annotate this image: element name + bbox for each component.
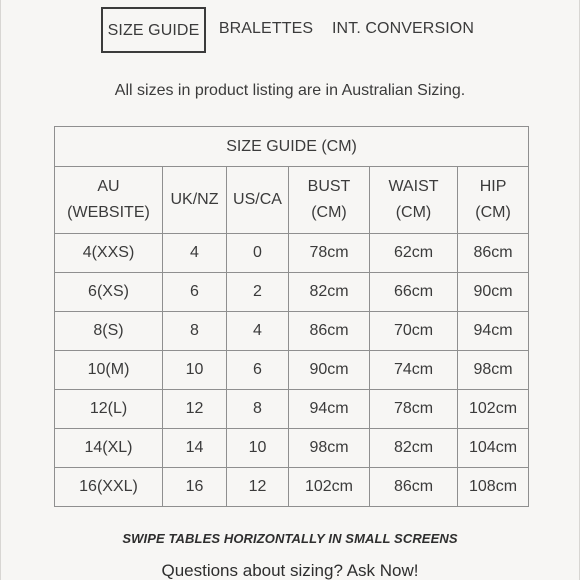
swipe-note: SWIPE TABLES HORIZONTALLY IN SMALL SCREENS [122, 531, 458, 546]
table-cell: 4(XXS) [55, 234, 163, 273]
table-row [55, 429, 529, 468]
table-cell: 108cm [458, 468, 529, 507]
table-cell: 98cm [289, 429, 370, 468]
table-cell: 86cm [458, 234, 529, 273]
table-cell: 12 [227, 468, 289, 507]
column-header-line: (CM) [475, 204, 511, 221]
column-header-line: (CM) [311, 204, 347, 221]
table-row [55, 273, 529, 312]
table-cell: 74cm [370, 351, 458, 390]
column-header [289, 167, 370, 234]
table-cell: 4 [227, 312, 289, 351]
tab-int-conversion[interactable]: INT. CONVERSION [332, 20, 474, 37]
table-cell: 10 [227, 429, 289, 468]
table-cell: 70cm [370, 312, 458, 351]
table-cell: 2 [227, 273, 289, 312]
table-cell: 98cm [458, 351, 529, 390]
table-cell: 12 [163, 390, 227, 429]
table-cell: 14(XL) [55, 429, 163, 468]
table-cell: 0 [227, 234, 289, 273]
table-cell: 14 [163, 429, 227, 468]
ask-now-link[interactable]: Ask Now! [346, 561, 419, 580]
table-cell: 102cm [289, 468, 370, 507]
table-cell: 10(M) [55, 351, 163, 390]
table-cell: 102cm [458, 390, 529, 429]
sizing-note: All sizes in product listing are in Australian Sizing. [114, 82, 466, 99]
column-header-line: BUST [307, 178, 351, 195]
table-cell: 78cm [370, 390, 458, 429]
tab-size-guide[interactable]: SIZE GUIDE [101, 7, 206, 53]
table-row [55, 468, 529, 507]
table-cell: 8 [227, 390, 289, 429]
column-header [227, 167, 289, 234]
table-cell: 90cm [458, 273, 529, 312]
table-cell: 8(S) [55, 312, 163, 351]
question-text: Questions about sizing? [161, 561, 343, 580]
table-cell: 6 [163, 273, 227, 312]
table-cell: 90cm [289, 351, 370, 390]
table-row [55, 312, 529, 351]
table-cell: 94cm [458, 312, 529, 351]
column-header-line: WAIST [388, 178, 439, 195]
table-body [55, 234, 529, 507]
column-header [55, 167, 163, 234]
table-cell: 104cm [458, 429, 529, 468]
table-cell: 12(L) [55, 390, 163, 429]
table-cell: 62cm [370, 234, 458, 273]
table-cell: 10 [163, 351, 227, 390]
table-cell: 4 [163, 234, 227, 273]
column-header-line: (WEBSITE) [67, 204, 150, 221]
tab-bralettes[interactable]: BRALETTES [218, 20, 314, 37]
table-cell: 8 [163, 312, 227, 351]
column-header [163, 167, 227, 234]
table-cell: 78cm [289, 234, 370, 273]
table-cell: 86cm [370, 468, 458, 507]
sizing-question [1, 561, 579, 580]
table-row [55, 351, 529, 390]
column-header-line: AU [97, 178, 120, 195]
size-guide-tabs [1, 7, 579, 53]
table-cell: 82cm [289, 273, 370, 312]
table-header-row [55, 167, 529, 234]
table-row [55, 234, 529, 273]
table-cell: 66cm [370, 273, 458, 312]
table-title: SIZE GUIDE (CM) [55, 127, 529, 167]
table-row [55, 390, 529, 429]
table-title-row [55, 127, 529, 167]
table-cell: 16 [163, 468, 227, 507]
column-header-line: (CM) [395, 204, 432, 221]
column-header [458, 167, 529, 234]
column-header-line: UK/NZ [170, 191, 219, 208]
table-cell: 6 [227, 351, 289, 390]
column-header-line: HIP [479, 178, 507, 195]
column-header-line: US/CA [233, 191, 282, 208]
table-cell: 82cm [370, 429, 458, 468]
column-header [370, 167, 458, 234]
table-cell: 6(XS) [55, 273, 163, 312]
size-guide-table [54, 126, 529, 507]
table-cell: 94cm [289, 390, 370, 429]
table-cell: 86cm [289, 312, 370, 351]
table-cell: 16(XXL) [55, 468, 163, 507]
